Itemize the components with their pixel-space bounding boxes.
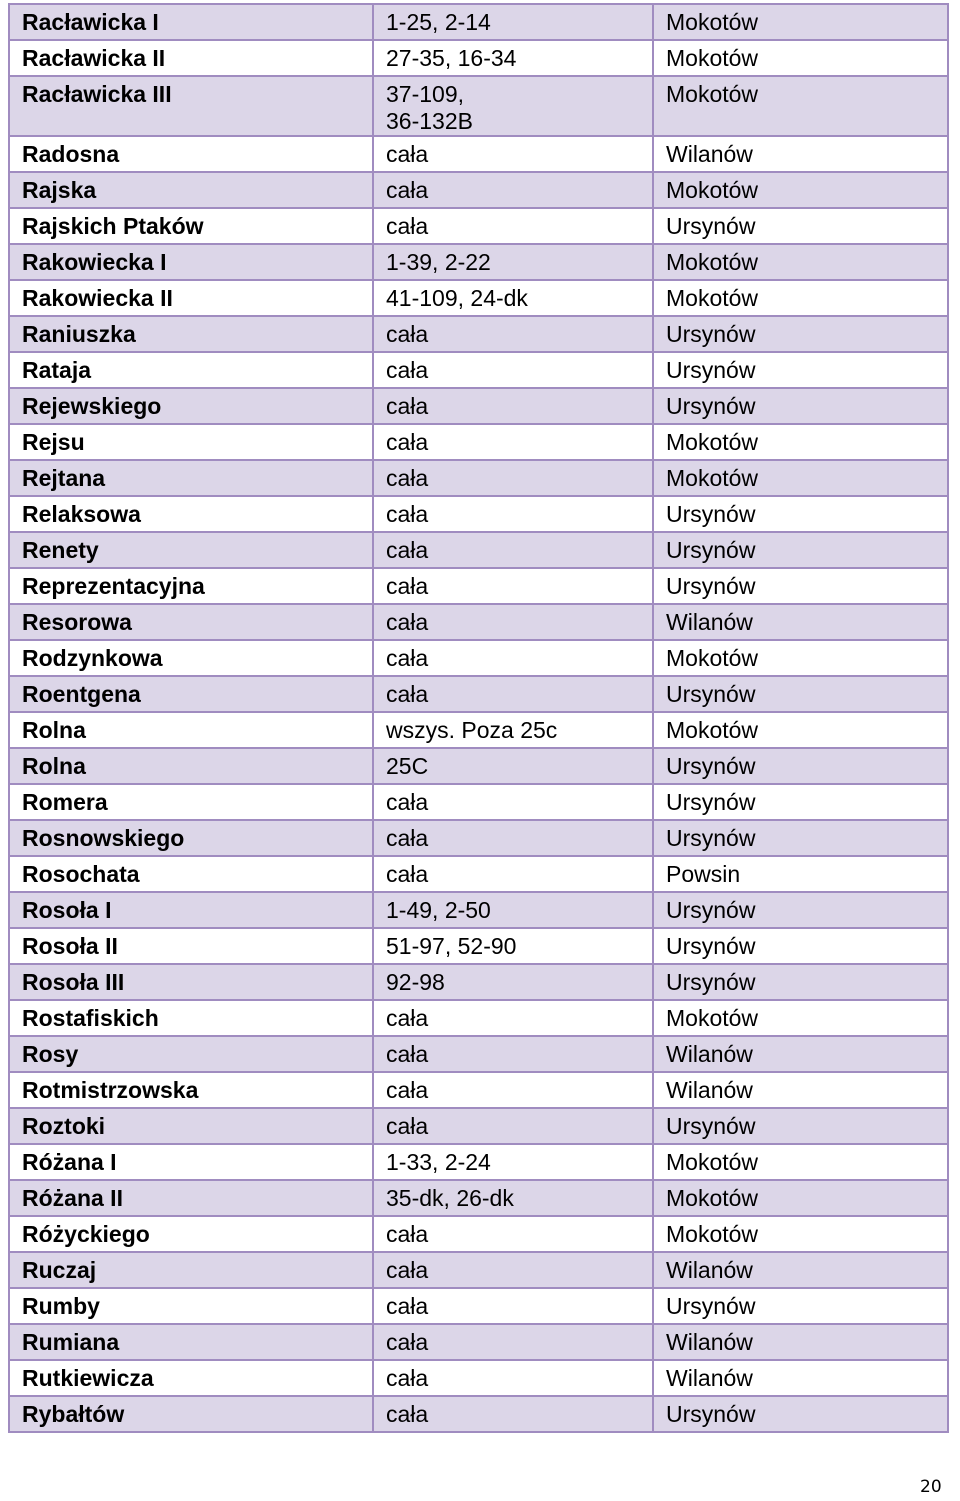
district-cell: Mokotów xyxy=(653,1216,948,1252)
district-cell: Mokotów xyxy=(653,424,948,460)
district-cell: Ursynów xyxy=(653,892,948,928)
street-name-cell: Rumiana xyxy=(9,1324,373,1360)
table-row xyxy=(9,1324,948,1360)
district-cell: Mokotów xyxy=(653,40,948,76)
table-row xyxy=(9,424,948,460)
street-name-cell: Rosoła III xyxy=(9,964,373,1000)
table-row xyxy=(9,820,948,856)
district-cell: Ursynów xyxy=(653,352,948,388)
table-row xyxy=(9,1360,948,1396)
table-row xyxy=(9,496,948,532)
number-range-cell: cała xyxy=(373,1360,653,1396)
street-name-cell: Różana I xyxy=(9,1144,373,1180)
street-name-cell: Resorowa xyxy=(9,604,373,640)
street-name-cell: Rolna xyxy=(9,748,373,784)
district-cell: Ursynów xyxy=(653,568,948,604)
number-range-cell: cała xyxy=(373,496,653,532)
street-name-cell: Rajskich Ptaków xyxy=(9,208,373,244)
table-row xyxy=(9,1216,948,1252)
district-cell: Mokotów xyxy=(653,460,948,496)
table-row xyxy=(9,388,948,424)
number-range-cell: cała xyxy=(373,1072,653,1108)
table-row xyxy=(9,1000,948,1036)
district-cell: Ursynów xyxy=(653,928,948,964)
table-row xyxy=(9,568,948,604)
district-cell: Mokotów xyxy=(653,76,948,136)
street-name-cell: Rolna xyxy=(9,712,373,748)
table-row xyxy=(9,928,948,964)
street-name-cell: Rosochata xyxy=(9,856,373,892)
table-row xyxy=(9,1252,948,1288)
street-name-cell: Rostafiskich xyxy=(9,1000,373,1036)
number-range-cell: cała xyxy=(373,1324,653,1360)
table-row xyxy=(9,136,948,172)
table-row xyxy=(9,208,948,244)
district-cell: Ursynów xyxy=(653,1108,948,1144)
district-cell: Wilanów xyxy=(653,1360,948,1396)
number-range-cell: cała xyxy=(373,820,653,856)
street-name-cell: Roentgena xyxy=(9,676,373,712)
district-cell: Mokotów xyxy=(653,640,948,676)
table-row xyxy=(9,892,948,928)
number-range-cell: 27-35, 16-34 xyxy=(373,40,653,76)
district-cell: Wilanów xyxy=(653,604,948,640)
district-cell: Mokotów xyxy=(653,172,948,208)
street-name-cell: Różana II xyxy=(9,1180,373,1216)
street-name-cell: Rumby xyxy=(9,1288,373,1324)
street-name-cell: Rosnowskiego xyxy=(9,820,373,856)
district-cell: Wilanów xyxy=(653,1072,948,1108)
district-cell: Mokotów xyxy=(653,4,948,40)
table-row xyxy=(9,856,948,892)
district-cell: Mokotów xyxy=(653,1180,948,1216)
street-name-cell: Rakowiecka I xyxy=(9,244,373,280)
district-cell: Ursynów xyxy=(653,496,948,532)
district-cell: Mokotów xyxy=(653,712,948,748)
table-row xyxy=(9,460,948,496)
table-row xyxy=(9,1036,948,1072)
number-range-cell: cała xyxy=(373,460,653,496)
district-cell: Ursynów xyxy=(653,820,948,856)
district-cell: Ursynów xyxy=(653,748,948,784)
street-name-cell: Racławicka II xyxy=(9,40,373,76)
number-range-cell: cała xyxy=(373,1216,653,1252)
table-row xyxy=(9,1108,948,1144)
number-range-cell: cała xyxy=(373,136,653,172)
table-row xyxy=(9,172,948,208)
street-table xyxy=(8,3,949,1433)
page-number: 20 xyxy=(920,1477,942,1497)
number-range-cell: wszys. Poza 25c xyxy=(373,712,653,748)
table-row xyxy=(9,352,948,388)
street-name-cell: Relaksowa xyxy=(9,496,373,532)
number-range-cell: cała xyxy=(373,856,653,892)
district-cell: Wilanów xyxy=(653,1252,948,1288)
street-name-cell: Rejewskiego xyxy=(9,388,373,424)
number-range-cell: 1-25, 2-14 xyxy=(373,4,653,40)
number-range-cell: cała xyxy=(373,1108,653,1144)
number-range-cell: 35-dk, 26-dk xyxy=(373,1180,653,1216)
number-range-cell: cała xyxy=(373,1288,653,1324)
table-row xyxy=(9,1396,948,1432)
district-cell: Ursynów xyxy=(653,316,948,352)
street-name-cell: Rotmistrzowska xyxy=(9,1072,373,1108)
number-range-cell: cała xyxy=(373,1000,653,1036)
table-row xyxy=(9,1072,948,1108)
district-cell: Ursynów xyxy=(653,676,948,712)
number-range-cell: 25C xyxy=(373,748,653,784)
district-cell: Wilanów xyxy=(653,136,948,172)
district-cell: Ursynów xyxy=(653,964,948,1000)
street-name-cell: Rutkiewicza xyxy=(9,1360,373,1396)
district-cell: Mokotów xyxy=(653,280,948,316)
number-range-cell: 41-109, 24-dk xyxy=(373,280,653,316)
number-range-cell: 51-97, 52-90 xyxy=(373,928,653,964)
district-cell: Mokotów xyxy=(653,1144,948,1180)
street-name-cell: Raniuszka xyxy=(9,316,373,352)
street-name-cell: Rodzynkowa xyxy=(9,640,373,676)
table-row xyxy=(9,604,948,640)
street-name-cell: Rosoła II xyxy=(9,928,373,964)
district-cell: Ursynów xyxy=(653,208,948,244)
district-cell: Ursynów xyxy=(653,1396,948,1432)
district-cell: Ursynów xyxy=(653,388,948,424)
number-range-cell: cała xyxy=(373,568,653,604)
street-name-cell: Rataja xyxy=(9,352,373,388)
number-range-cell: cała xyxy=(373,640,653,676)
number-range-cell: 1-33, 2-24 xyxy=(373,1144,653,1180)
number-range-cell: cała xyxy=(373,424,653,460)
table-row xyxy=(9,748,948,784)
street-name-cell: Ruczaj xyxy=(9,1252,373,1288)
number-range-cell: cała xyxy=(373,172,653,208)
street-name-cell: Renety xyxy=(9,532,373,568)
number-range-cell: cała xyxy=(373,352,653,388)
number-range-cell: cała xyxy=(373,1396,653,1432)
street-name-cell: Rakowiecka II xyxy=(9,280,373,316)
street-name-cell: Racławicka III xyxy=(9,76,373,136)
street-name-cell: Reprezentacyjna xyxy=(9,568,373,604)
number-range-cell: 1-49, 2-50 xyxy=(373,892,653,928)
street-table-container xyxy=(8,3,947,1433)
district-cell: Ursynów xyxy=(653,532,948,568)
table-row xyxy=(9,1180,948,1216)
table-row xyxy=(9,244,948,280)
table-row xyxy=(9,40,948,76)
table-row xyxy=(9,532,948,568)
number-range-cell: cała xyxy=(373,1036,653,1072)
street-name-cell: Rosy xyxy=(9,1036,373,1072)
street-name-cell: Różyckiego xyxy=(9,1216,373,1252)
number-range-cell: cała xyxy=(373,1252,653,1288)
district-cell: Ursynów xyxy=(653,784,948,820)
number-range-cell: cała xyxy=(373,676,653,712)
street-name-cell: Radosna xyxy=(9,136,373,172)
district-cell: Wilanów xyxy=(653,1036,948,1072)
table-row xyxy=(9,1288,948,1324)
table-row xyxy=(9,964,948,1000)
number-range-cell: cała xyxy=(373,388,653,424)
street-table-body xyxy=(9,4,948,1432)
street-name-cell: Rosoła I xyxy=(9,892,373,928)
district-cell: Ursynów xyxy=(653,1288,948,1324)
number-range-cell: cała xyxy=(373,316,653,352)
table-row xyxy=(9,76,948,136)
number-range-cell: 37-109, 36-132B xyxy=(373,76,653,136)
table-row xyxy=(9,712,948,748)
number-range-cell: cała xyxy=(373,604,653,640)
street-name-cell: Rejsu xyxy=(9,424,373,460)
street-name-cell: Rajska xyxy=(9,172,373,208)
table-row xyxy=(9,316,948,352)
street-name-cell: Racławicka I xyxy=(9,4,373,40)
district-cell: Powsin xyxy=(653,856,948,892)
table-row xyxy=(9,280,948,316)
table-row xyxy=(9,4,948,40)
district-cell: Wilanów xyxy=(653,1324,948,1360)
table-row xyxy=(9,1144,948,1180)
district-cell: Mokotów xyxy=(653,244,948,280)
district-cell: Mokotów xyxy=(653,1000,948,1036)
table-row xyxy=(9,784,948,820)
table-row xyxy=(9,640,948,676)
number-range-cell: cała xyxy=(373,784,653,820)
number-range-cell: 92-98 xyxy=(373,964,653,1000)
number-range-cell: cała xyxy=(373,208,653,244)
number-range-cell: cała xyxy=(373,532,653,568)
street-name-cell: Rejtana xyxy=(9,460,373,496)
street-name-cell: Rybałtów xyxy=(9,1396,373,1432)
number-range-cell: 1-39, 2-22 xyxy=(373,244,653,280)
street-name-cell: Romera xyxy=(9,784,373,820)
street-name-cell: Roztoki xyxy=(9,1108,373,1144)
table-row xyxy=(9,676,948,712)
